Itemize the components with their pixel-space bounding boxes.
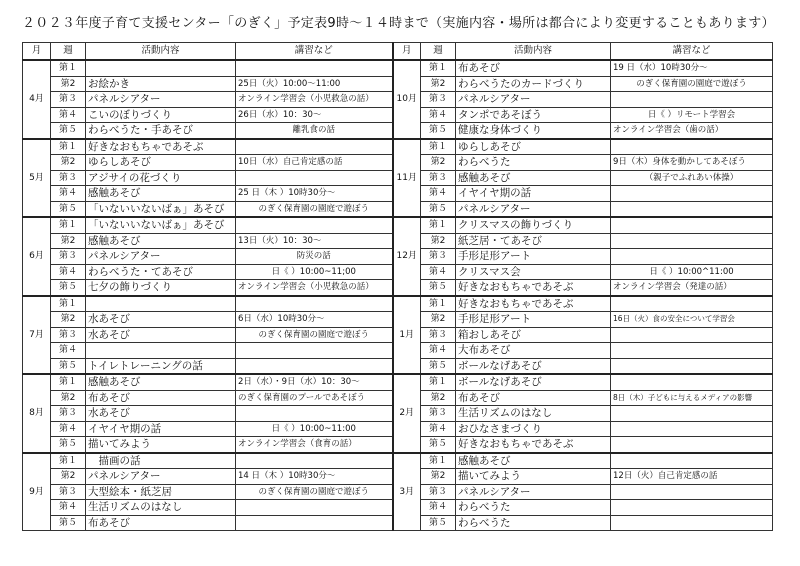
- week-cell: 第４: [51, 500, 86, 516]
- lecture-cell: 日《 ）10:00^11:00: [611, 264, 773, 280]
- week-cell: 第３: [51, 327, 86, 343]
- activity-cell: 大布あそび: [456, 343, 611, 359]
- lecture-cell: のぎく保育園の園庭で遊ぼう: [236, 327, 393, 343]
- week-cell: 第３: [51, 92, 86, 108]
- activity-cell: 感触あそび: [86, 233, 236, 249]
- lecture-cell: 25 日（木 ）10時30分～: [236, 186, 393, 202]
- activity-cell: 「いないいないばぁ」あそび: [86, 201, 236, 217]
- week-cell: 第３: [51, 170, 86, 186]
- header-week: 週: [421, 43, 456, 61]
- activity-cell: [86, 296, 236, 312]
- week-cell: 第３: [51, 484, 86, 500]
- lecture-cell: 14 日（木 ）10時30分～: [236, 469, 393, 485]
- activity-cell: 布あそび: [456, 390, 611, 406]
- week-cell: 第４: [51, 421, 86, 437]
- week-cell: 第４: [421, 186, 456, 202]
- activity-cell: 好きなおもちゃであそぶ: [456, 280, 611, 296]
- week-cell: 第５: [51, 358, 86, 374]
- week-cell: 第４: [51, 343, 86, 359]
- week-cell: 第３: [421, 484, 456, 500]
- lecture-cell: [611, 453, 773, 469]
- activity-cell: 布あそび: [456, 60, 611, 76]
- week-cell: 第５: [51, 201, 86, 217]
- week-cell: 第４: [421, 107, 456, 123]
- activity-cell: パネルシアター: [86, 249, 236, 265]
- activity-cell: 生活リズムのはなし: [456, 406, 611, 422]
- activity-cell: 大型絵本・紙芝居: [86, 484, 236, 500]
- activity-cell: わらべうたのカードづくり: [456, 76, 611, 92]
- activity-cell: 感触あそび: [456, 170, 611, 186]
- header-week: 週: [51, 43, 86, 61]
- activity-cell: 紙芝居・てあそび: [456, 233, 611, 249]
- header-month: 月: [23, 43, 51, 61]
- week-cell: 第５: [421, 437, 456, 453]
- table-row: [23, 217, 773, 233]
- activity-cell: パネルシアター: [456, 484, 611, 500]
- activity-cell: 感触あそび: [456, 453, 611, 469]
- week-cell: 第１: [421, 139, 456, 155]
- week-cell: 第１: [421, 217, 456, 233]
- activity-cell: わらべうた: [456, 155, 611, 171]
- activity-cell: お絵かき: [86, 76, 236, 92]
- lecture-cell: [611, 217, 773, 233]
- lecture-cell: 16日（火）食の安全について学習会: [611, 312, 773, 328]
- lecture-cell: [236, 500, 393, 516]
- table-row: [23, 453, 773, 469]
- activity-cell: 生活リズムのはなし: [86, 500, 236, 516]
- week-cell: 第１: [51, 453, 86, 469]
- week-cell: 第１: [421, 60, 456, 76]
- week-cell: 第５: [421, 515, 456, 531]
- lecture-cell: 防災の話: [236, 249, 393, 265]
- week-cell: 第５: [421, 280, 456, 296]
- lecture-cell: [611, 406, 773, 422]
- week-cell: 第５: [421, 358, 456, 374]
- week-cell: 第３: [421, 170, 456, 186]
- lecture-cell: 2日（水）・9日（水）10：30～: [236, 374, 393, 390]
- week-cell: 第2: [421, 469, 456, 485]
- table-row: [23, 60, 773, 76]
- week-cell: 第2: [51, 155, 86, 171]
- lecture-cell: [236, 296, 393, 312]
- lecture-cell: 8日（木）子どもに与えるメディアの影響: [611, 390, 773, 406]
- lecture-cell: [611, 421, 773, 437]
- month-cell: 11月: [393, 139, 421, 218]
- week-cell: 第５: [51, 515, 86, 531]
- week-cell: 第４: [421, 421, 456, 437]
- week-cell: 第４: [51, 264, 86, 280]
- lecture-cell: [611, 249, 773, 265]
- lecture-cell: [611, 186, 773, 202]
- activity-cell: 好きなおもちゃであそぶ: [456, 296, 611, 312]
- activity-cell: タンポであそぼう: [456, 107, 611, 123]
- activity-cell: 感触あそび: [86, 374, 236, 390]
- activity-cell: 水あそび: [86, 327, 236, 343]
- lecture-cell: [611, 296, 773, 312]
- week-cell: 第2: [421, 76, 456, 92]
- header-lecture: 講習など: [611, 43, 773, 61]
- lecture-cell: [236, 406, 393, 422]
- lecture-cell: [611, 327, 773, 343]
- week-cell: 第３: [421, 327, 456, 343]
- week-cell: 第2: [51, 469, 86, 485]
- lecture-cell: 離乳食の話: [236, 123, 393, 139]
- lecture-cell: 日《 ）10:00~11;00: [236, 264, 393, 280]
- month-cell: 12月: [393, 217, 421, 296]
- week-cell: 第2: [421, 312, 456, 328]
- month-cell: 1月: [393, 296, 421, 375]
- lecture-cell: 25日（火）10:00～11:00: [236, 76, 393, 92]
- lecture-cell: オンライン学習会（発達の話）: [611, 280, 773, 296]
- activity-cell: パネルシアター: [86, 92, 236, 108]
- lecture-cell: [236, 515, 393, 531]
- lecture-cell: 19 日（水）10時30分～: [611, 60, 773, 76]
- activity-cell: わらべうた: [456, 500, 611, 516]
- week-cell: 第１: [51, 139, 86, 155]
- lecture-cell: [236, 170, 393, 186]
- activity-cell: イヤイヤ期の話: [456, 186, 611, 202]
- month-cell: 5月: [23, 139, 51, 218]
- activity-cell: 手形足形アート: [456, 249, 611, 265]
- activity-cell: 感触あそび: [86, 186, 236, 202]
- lecture-cell: [611, 201, 773, 217]
- lecture-cell: [611, 92, 773, 108]
- activity-cell: わらべうた・てあそび: [86, 264, 236, 280]
- lecture-cell: 9日（木）身体を動かしてあそぼう: [611, 155, 773, 171]
- activity-cell: パネルシアター: [456, 92, 611, 108]
- activity-cell: ボールなげあそび: [456, 358, 611, 374]
- lecture-cell: [611, 515, 773, 531]
- activity-cell: パネルシアター: [456, 201, 611, 217]
- lecture-cell: [611, 374, 773, 390]
- week-cell: 第2: [51, 390, 86, 406]
- week-cell: 第2: [421, 155, 456, 171]
- week-cell: 第５: [51, 123, 86, 139]
- activity-cell: ボールなげあそび: [456, 374, 611, 390]
- week-cell: 第４: [51, 107, 86, 123]
- lecture-cell: 日《 ）10:00~11:00: [236, 421, 393, 437]
- lecture-cell: [611, 437, 773, 453]
- lecture-cell: （親子でふれあい体操）: [611, 170, 773, 186]
- lecture-cell: のぎく保育園の園庭で遊ぼう: [236, 201, 393, 217]
- lecture-cell: [611, 500, 773, 516]
- table-row: [23, 139, 773, 155]
- week-cell: 第１: [51, 217, 86, 233]
- lecture-cell: [611, 139, 773, 155]
- week-cell: 第４: [421, 343, 456, 359]
- header-activity: 活動内容: [456, 43, 611, 61]
- schedule-body: [23, 60, 773, 531]
- activity-cell: 七夕の飾りづくり: [86, 280, 236, 296]
- month-cell: 4月: [23, 60, 51, 139]
- week-cell: 第2: [51, 312, 86, 328]
- week-cell: 第４: [421, 264, 456, 280]
- lecture-cell: [611, 358, 773, 374]
- week-cell: 第３: [421, 92, 456, 108]
- lecture-cell: [236, 60, 393, 76]
- activity-cell: 好きなおもちゃであそぶ: [86, 139, 236, 155]
- table-row: [23, 296, 773, 312]
- activity-cell: こいのぼりづくり: [86, 107, 236, 123]
- month-cell: 6月: [23, 217, 51, 296]
- week-cell: 第１: [421, 296, 456, 312]
- week-cell: 第１: [421, 374, 456, 390]
- week-cell: 第５: [421, 201, 456, 217]
- month-cell: 7月: [23, 296, 51, 375]
- lecture-cell: 26日（水）10：30～: [236, 107, 393, 123]
- activity-cell: 描いてみよう: [456, 469, 611, 485]
- activity-cell: 描いてみよう: [86, 437, 236, 453]
- week-cell: 第５: [51, 437, 86, 453]
- activity-cell: [86, 343, 236, 359]
- week-cell: 第１: [51, 60, 86, 76]
- activity-cell: 健康な身体づくり: [456, 123, 611, 139]
- activity-cell: ゆらしあそび: [456, 139, 611, 155]
- activity-cell: 布あそび: [86, 390, 236, 406]
- activity-cell: 布あそび: [86, 515, 236, 531]
- activity-cell: おひなさまづくり: [456, 421, 611, 437]
- lecture-cell: のぎく保育園の園庭で遊ぼう: [236, 484, 393, 500]
- activity-cell: アジサイの花づくり: [86, 170, 236, 186]
- header-lecture: 講習など: [236, 43, 393, 61]
- lecture-cell: オンライン学習会（小児救急の話）: [236, 92, 393, 108]
- week-cell: 第４: [51, 186, 86, 202]
- activity-cell: ゆらしあそび: [86, 155, 236, 171]
- lecture-cell: [236, 139, 393, 155]
- activity-cell: パネルシアター: [86, 469, 236, 485]
- week-cell: 第2: [421, 233, 456, 249]
- lecture-cell: [611, 233, 773, 249]
- week-cell: 第５: [51, 280, 86, 296]
- month-cell: 2月: [393, 374, 421, 453]
- lecture-cell: オンライン学習会（小児救急の話）: [236, 280, 393, 296]
- week-cell: 第１: [51, 296, 86, 312]
- week-cell: 第2: [51, 233, 86, 249]
- table-row: [23, 374, 773, 390]
- activity-cell: 「いないいないばぁ」あそび: [86, 217, 236, 233]
- month-cell: 9月: [23, 453, 51, 531]
- week-cell: 第１: [51, 374, 86, 390]
- lecture-cell: のぎく保育園の園庭で遊ぼう: [611, 76, 773, 92]
- lecture-cell: オンライン学習会（食育の話）: [236, 437, 393, 453]
- activity-cell: クリスマス会: [456, 264, 611, 280]
- week-cell: 第2: [51, 76, 86, 92]
- header-month: 月: [393, 43, 421, 61]
- page-title: ２０２３年度子育て支援センター「のぎく」予定表9時～１４時まで（実施内容・場所は都合により変更することもあります）: [22, 16, 775, 31]
- week-cell: 第2: [421, 390, 456, 406]
- activity-cell: トイレトレーニングの話: [86, 358, 236, 374]
- lecture-cell: オンライン学習会（歯の話）: [611, 123, 773, 139]
- schedule-table: [22, 42, 773, 531]
- activity-cell: 水あそび: [86, 406, 236, 422]
- week-cell: 第５: [421, 123, 456, 139]
- lecture-cell: 10日（水）自己肯定感の話: [236, 155, 393, 171]
- activity-cell: 好きなおもちゃであそぶ: [456, 437, 611, 453]
- activity-cell: 箱おしあそび: [456, 327, 611, 343]
- week-cell: 第３: [421, 406, 456, 422]
- week-cell: 第１: [421, 453, 456, 469]
- activity-cell: 水あそび: [86, 312, 236, 328]
- activity-cell: [86, 60, 236, 76]
- lecture-cell: 6日（水）10時30分～: [236, 312, 393, 328]
- lecture-cell: のぎく保育園のプールであそぼう: [236, 390, 393, 406]
- week-cell: 第４: [421, 500, 456, 516]
- activity-cell: クリスマスの飾りづくり: [456, 217, 611, 233]
- activity-cell: わらべうた: [456, 515, 611, 531]
- month-cell: 3月: [393, 453, 421, 531]
- lecture-cell: [236, 343, 393, 359]
- header-activity: 活動内容: [86, 43, 236, 61]
- lecture-cell: [236, 453, 393, 469]
- lecture-cell: [611, 484, 773, 500]
- lecture-cell: [236, 358, 393, 374]
- lecture-cell: 12日（火）自己肯定感の話: [611, 469, 773, 485]
- lecture-cell: 13日（火）10：30～: [236, 233, 393, 249]
- week-cell: 第３: [51, 406, 86, 422]
- activity-cell: イヤイヤ期の話: [86, 421, 236, 437]
- activity-cell: 描画の話: [86, 453, 236, 469]
- week-cell: 第３: [51, 249, 86, 265]
- lecture-cell: 日《 ）リモート学習会: [611, 107, 773, 123]
- week-cell: 第３: [421, 249, 456, 265]
- activity-cell: 手形足形アート: [456, 312, 611, 328]
- month-cell: 10月: [393, 60, 421, 139]
- header-row: [23, 43, 773, 61]
- activity-cell: わらべうた・手あそび: [86, 123, 236, 139]
- month-cell: 8月: [23, 374, 51, 453]
- lecture-cell: [611, 343, 773, 359]
- lecture-cell: [236, 217, 393, 233]
